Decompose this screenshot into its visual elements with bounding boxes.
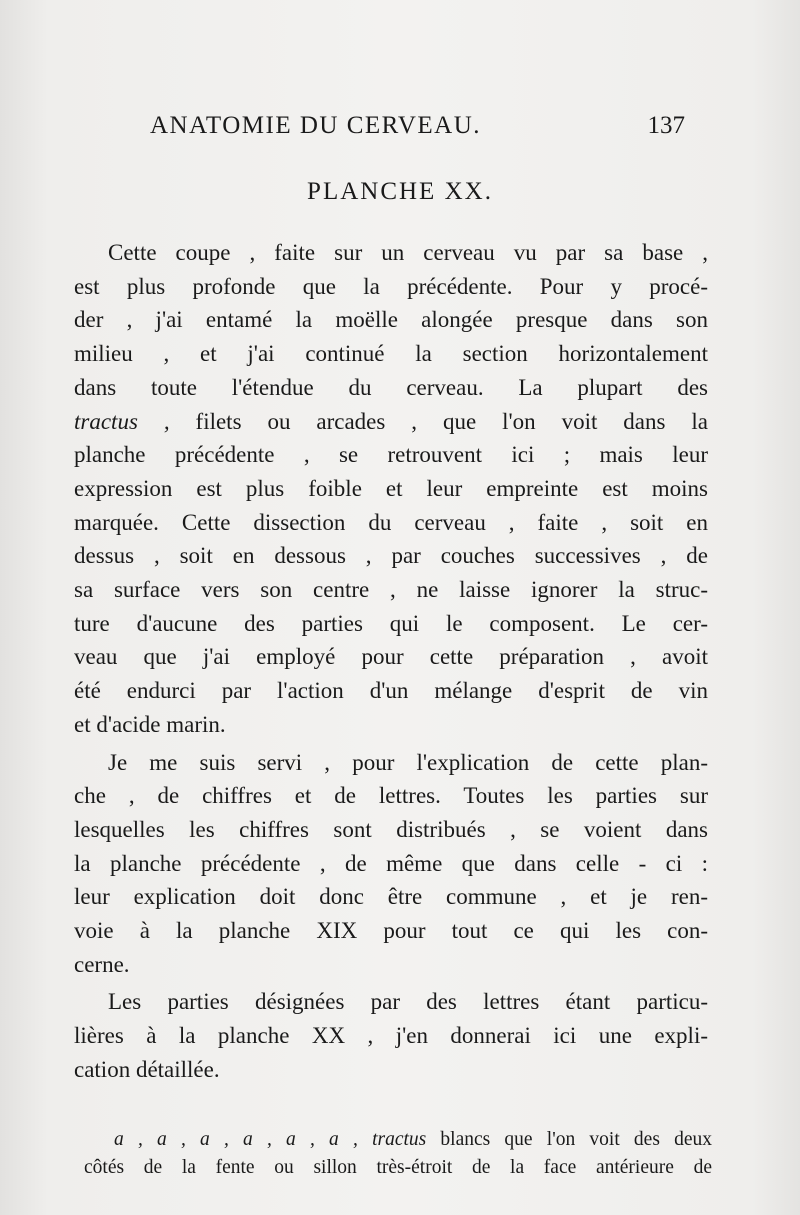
text-line: Cette coupe , faite sur un cerveau vu par sa base , [108,240,708,265]
text-line: veau que j'ai employé pour cette préparation , avoit [74,644,708,670]
text-line: la planche précédente , de même que dans celle - ci : [74,850,708,876]
text-line: Les parties désignées par des lettres étant particu- [108,989,708,1015]
text-line: et d'acide marin. [74,711,226,737]
page-number: 137 [647,112,685,139]
legend-line [114,1126,712,1154]
text-line [74,405,708,439]
legend-letters: a , a , a , a , a , a , [114,1129,358,1150]
paragraph-1 [74,236,708,742]
text-line: marquée. Cette dissection du cerveau , faite , soit en [74,509,708,535]
italic-term: tractus , [74,408,170,434]
running-title: ANATOMIE DU CERVEAU. [150,112,482,139]
text-line: été endurci par l'action d'un mélange d'esprit de vin [74,678,708,704]
text-line: cerne. [74,951,130,977]
text-line: lières à la planche XX , j'en donnerai ici une expli- [74,1023,708,1049]
paragraph-3 [74,985,708,1086]
page-header [150,112,685,152]
text-line: che , de chiffres et de lettres. Toutes les parties sur [74,783,708,809]
legend-line: côtés de la fente ou sillon très-étroit de la face antérieure de [84,1157,712,1178]
text-line: est plus profonde que la précédente. Pour y procé- [74,273,708,299]
text-line: Je me suis servi , pour l'explication de cette plan- [108,749,708,775]
text-line-rest: filets ou arcades , que l'on voit dans la [169,408,709,434]
text-line: cation détaillée. [74,1056,220,1082]
legend-line-rest: blancs que l'on voit des deux [426,1129,713,1150]
text-line: ture d'aucune des parties qui le composent. Le cer- [74,610,708,636]
text-line: leur explication doit donc être commune , et je ren- [74,884,708,910]
text-line: dessus , soit en dessous , par couches successives , de [74,543,708,569]
paragraph-2 [74,746,708,982]
text-line: dans toute l'étendue du cerveau. La plupart des [74,374,708,400]
plate-title: PLANCHE XX. [307,178,493,205]
text-line: expression est plus foible et leur empreinte est moins [74,475,708,501]
text-line: lesquelles les chiffres sont distribués , se voient dans [74,816,708,842]
text-line: der , j'ai entamé la moëlle alongée presque dans son [74,307,708,333]
plate-legend [84,1126,713,1182]
text-line: sa surface vers son centre , ne laisse ignorer la struc- [74,577,708,603]
body-text [74,236,708,1087]
text-line: milieu , et j'ai continué la section horizontalement [74,341,708,367]
text-line: voie à la planche XIX pour tout ce qui les con- [74,918,708,944]
legend-term: tractus [372,1129,427,1150]
text-line: planche précédente , se retrouvent ici ; mais leur [74,442,708,468]
